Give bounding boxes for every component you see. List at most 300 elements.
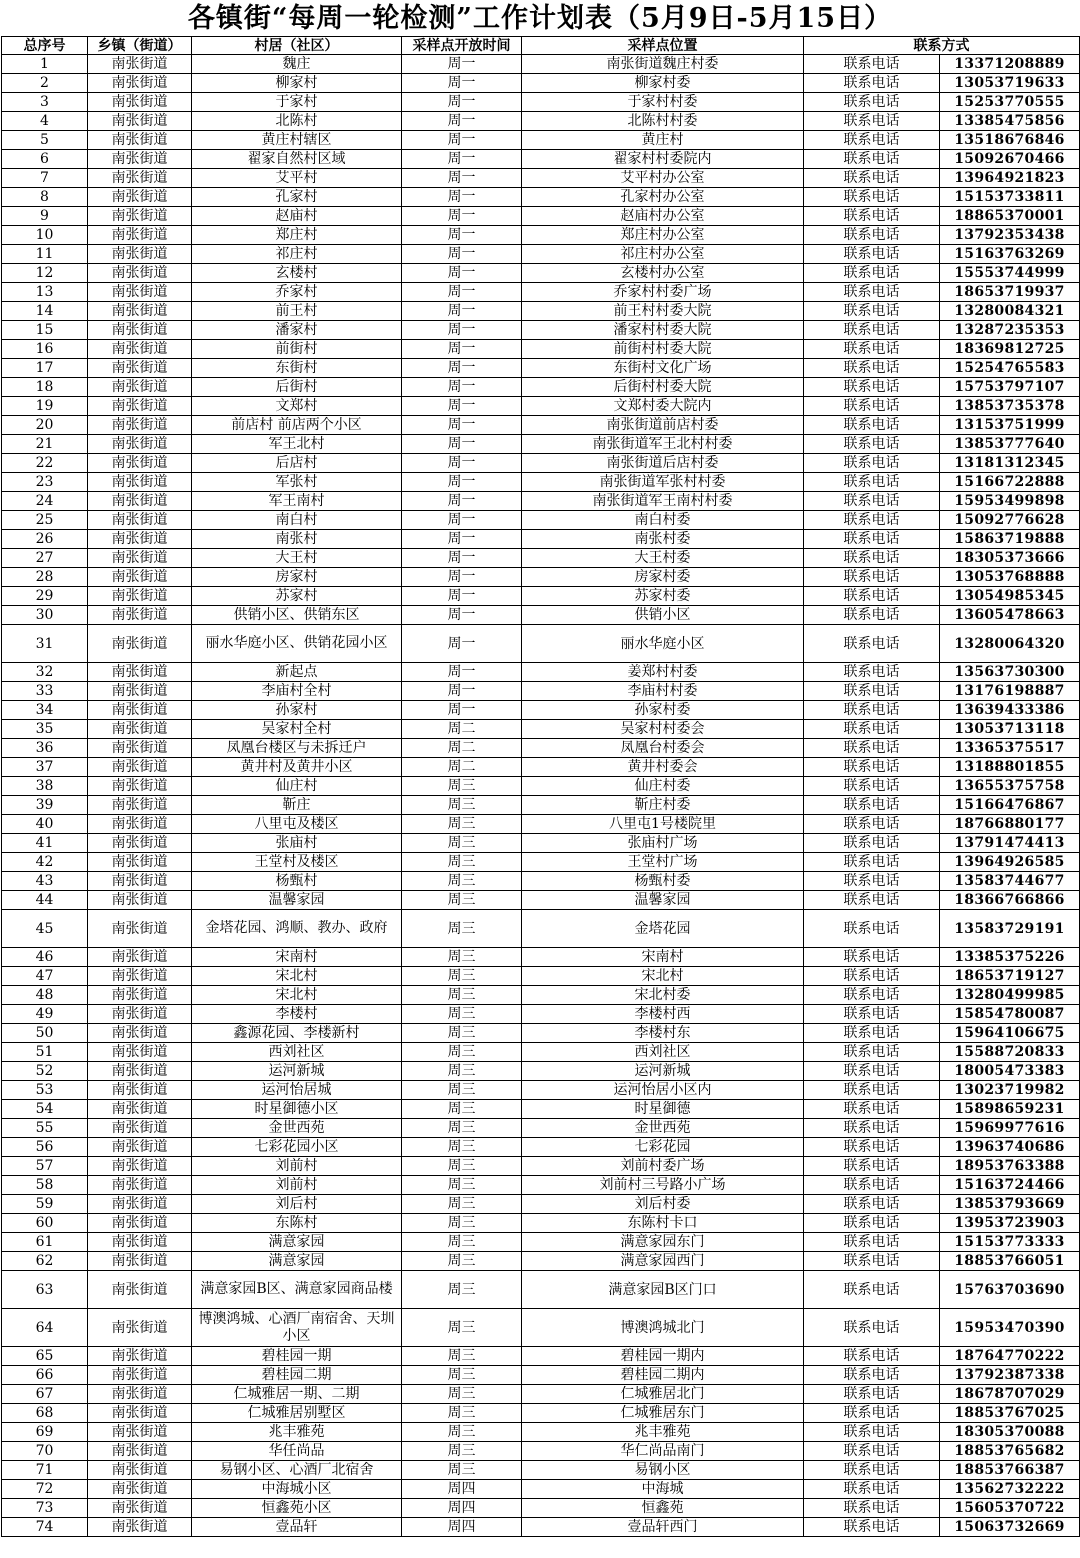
- table-row: [2, 891, 1080, 910]
- table-row: [2, 188, 1080, 207]
- contact-label-cell: 联系电话: [804, 948, 940, 967]
- open-time-cell: 周三: [402, 1271, 522, 1309]
- row-number: 34: [2, 701, 88, 720]
- table-row: [2, 264, 1080, 283]
- contact-label-cell: 联系电话: [804, 1157, 940, 1176]
- table-row: [2, 55, 1080, 74]
- village-cell: 大王村: [192, 549, 402, 568]
- phone-cell: 18305370088: [940, 1423, 1080, 1442]
- table-row: [2, 682, 1080, 701]
- town-cell: 南张街道: [88, 815, 192, 834]
- row-number: 15: [2, 321, 88, 340]
- contact-label-cell: 联系电话: [804, 454, 940, 473]
- town-cell: 南张街道: [88, 739, 192, 758]
- village-cell: 靳庄: [192, 796, 402, 815]
- table-row: [2, 150, 1080, 169]
- open-time-cell: 周一: [402, 321, 522, 340]
- open-time-cell: 周一: [402, 283, 522, 302]
- table-row: [2, 549, 1080, 568]
- row-number: 62: [2, 1252, 88, 1271]
- phone-cell: 13518676846: [940, 131, 1080, 150]
- location-cell: 南张街道军王北村村委: [522, 435, 804, 454]
- row-number: 45: [2, 910, 88, 948]
- row-number: 12: [2, 264, 88, 283]
- town-cell: 南张街道: [88, 1214, 192, 1233]
- location-cell: 中海城: [522, 1480, 804, 1499]
- open-time-cell: 周三: [402, 1423, 522, 1442]
- open-time-cell: 周一: [402, 169, 522, 188]
- location-cell: 祁庄村办公室: [522, 245, 804, 264]
- phone-cell: 13792353438: [940, 226, 1080, 245]
- village-cell: 八里屯及楼区: [192, 815, 402, 834]
- row-number: 66: [2, 1366, 88, 1385]
- row-number: 3: [2, 93, 88, 112]
- village-cell: 南张村: [192, 530, 402, 549]
- phone-cell: 15898659231: [940, 1100, 1080, 1119]
- town-cell: 南张街道: [88, 1480, 192, 1499]
- row-number: 69: [2, 1423, 88, 1442]
- contact-label-cell: 联系电话: [804, 1005, 940, 1024]
- table-row: [2, 1043, 1080, 1062]
- contact-label-cell: 联系电话: [804, 131, 940, 150]
- location-cell: 恒鑫苑: [522, 1499, 804, 1518]
- location-cell: 南张街道魏庄村委: [522, 55, 804, 74]
- contact-label-cell: 联系电话: [804, 777, 940, 796]
- table-row: [2, 1423, 1080, 1442]
- town-cell: 南张街道: [88, 131, 192, 150]
- row-number: 6: [2, 150, 88, 169]
- phone-cell: 15553744999: [940, 264, 1080, 283]
- town-cell: 南张街道: [88, 321, 192, 340]
- town-cell: 南张街道: [88, 1119, 192, 1138]
- town-cell: 南张街道: [88, 1157, 192, 1176]
- village-cell: 满意家园: [192, 1252, 402, 1271]
- village-cell: 仁城雅居别墅区: [192, 1404, 402, 1423]
- location-cell: 金世西苑: [522, 1119, 804, 1138]
- village-cell: 宋北村: [192, 967, 402, 986]
- town-cell: 南张街道: [88, 1347, 192, 1366]
- open-time-cell: 周三: [402, 1024, 522, 1043]
- row-number: 29: [2, 587, 88, 606]
- open-time-cell: 周三: [402, 1214, 522, 1233]
- contact-label-cell: 联系电话: [804, 1214, 940, 1233]
- location-cell: 宋北村: [522, 967, 804, 986]
- table-row: [2, 606, 1080, 625]
- contact-label-cell: 联系电话: [804, 245, 940, 264]
- phone-cell: 13287235353: [940, 321, 1080, 340]
- town-cell: 南张街道: [88, 701, 192, 720]
- phone-cell: 15953470390: [940, 1309, 1080, 1347]
- open-time-cell: 周三: [402, 834, 522, 853]
- contact-label-cell: 联系电话: [804, 397, 940, 416]
- open-time-cell: 周一: [402, 473, 522, 492]
- row-number: 18: [2, 378, 88, 397]
- village-cell: 新起点: [192, 663, 402, 682]
- village-cell: 东街村: [192, 359, 402, 378]
- table-row: [2, 1309, 1080, 1347]
- contact-label-cell: 联系电话: [804, 853, 940, 872]
- location-cell: 宋北村委: [522, 986, 804, 1005]
- contact-label-cell: 联系电话: [804, 1062, 940, 1081]
- town-cell: 南张街道: [88, 1366, 192, 1385]
- row-number: 8: [2, 188, 88, 207]
- village-cell: 南白村: [192, 511, 402, 530]
- phone-cell: 15588720833: [940, 1043, 1080, 1062]
- row-number: 22: [2, 454, 88, 473]
- village-cell: 孙家村: [192, 701, 402, 720]
- town-cell: 南张街道: [88, 150, 192, 169]
- location-cell: 艾平村办公室: [522, 169, 804, 188]
- contact-label-cell: 联系电话: [804, 1252, 940, 1271]
- phone-cell: 13181312345: [940, 454, 1080, 473]
- contact-label-cell: 联系电话: [804, 739, 940, 758]
- phone-cell: 15254765583: [940, 359, 1080, 378]
- town-cell: 南张街道: [88, 587, 192, 606]
- village-cell: 刘前村: [192, 1157, 402, 1176]
- table-row: [2, 454, 1080, 473]
- phone-cell: 13583744677: [940, 872, 1080, 891]
- location-cell: 李楼村东: [522, 1024, 804, 1043]
- contact-label-cell: 联系电话: [804, 1499, 940, 1518]
- open-time-cell: 周一: [402, 302, 522, 321]
- table-row: [2, 834, 1080, 853]
- phone-cell: 13583729191: [940, 910, 1080, 948]
- row-number: 30: [2, 606, 88, 625]
- header-contact: 联系方式: [804, 37, 1080, 55]
- table-row: [2, 967, 1080, 986]
- row-number: 27: [2, 549, 88, 568]
- phone-cell: 15166476867: [940, 796, 1080, 815]
- table-row: [2, 1005, 1080, 1024]
- phone-cell: 13371208889: [940, 55, 1080, 74]
- village-cell: 玄楼村: [192, 264, 402, 283]
- open-time-cell: 周四: [402, 1518, 522, 1537]
- town-cell: 南张街道: [88, 1138, 192, 1157]
- contact-label-cell: 联系电话: [804, 1271, 940, 1309]
- town-cell: 南张街道: [88, 606, 192, 625]
- contact-label-cell: 联系电话: [804, 150, 940, 169]
- village-cell: 华任尚品: [192, 1442, 402, 1461]
- table-row: [2, 1480, 1080, 1499]
- town-cell: 南张街道: [88, 872, 192, 891]
- location-cell: 东陈村卡口: [522, 1214, 804, 1233]
- table-row: [2, 226, 1080, 245]
- open-time-cell: 周二: [402, 720, 522, 739]
- table-row: [2, 340, 1080, 359]
- location-cell: 玄楼村办公室: [522, 264, 804, 283]
- town-cell: 南张街道: [88, 568, 192, 587]
- table-row: [2, 587, 1080, 606]
- row-number: 19: [2, 397, 88, 416]
- contact-label-cell: 联系电话: [804, 416, 940, 435]
- town-cell: 南张街道: [88, 1518, 192, 1537]
- village-cell: 时星御德小区: [192, 1100, 402, 1119]
- town-cell: 南张街道: [88, 1271, 192, 1309]
- row-number: 1: [2, 55, 88, 74]
- contact-label-cell: 联系电话: [804, 302, 940, 321]
- phone-cell: 13964921823: [940, 169, 1080, 188]
- open-time-cell: 周三: [402, 1309, 522, 1347]
- village-cell: 运河新城: [192, 1062, 402, 1081]
- contact-label-cell: 联系电话: [804, 1119, 940, 1138]
- town-cell: 南张街道: [88, 1062, 192, 1081]
- table-row: [2, 169, 1080, 188]
- row-number: 54: [2, 1100, 88, 1119]
- contact-label-cell: 联系电话: [804, 1442, 940, 1461]
- village-cell: 黄庄村辖区: [192, 131, 402, 150]
- location-cell: 刘前村委广场: [522, 1157, 804, 1176]
- village-cell: 刘前村: [192, 1176, 402, 1195]
- location-cell: 南张街道军张村村委: [522, 473, 804, 492]
- open-time-cell: 周三: [402, 1062, 522, 1081]
- village-cell: 北陈村: [192, 112, 402, 131]
- row-number: 42: [2, 853, 88, 872]
- phone-cell: 18853765682: [940, 1442, 1080, 1461]
- table-row: [2, 245, 1080, 264]
- location-cell: 靳庄村委: [522, 796, 804, 815]
- row-number: 67: [2, 1385, 88, 1404]
- village-cell: 宋北村: [192, 986, 402, 1005]
- row-number: 38: [2, 777, 88, 796]
- phone-cell: 18678707029: [940, 1385, 1080, 1404]
- contact-label-cell: 联系电话: [804, 188, 940, 207]
- open-time-cell: 周一: [402, 454, 522, 473]
- phone-cell: 13605478663: [940, 606, 1080, 625]
- phone-cell: 15153733811: [940, 188, 1080, 207]
- phone-cell: 18305373666: [940, 549, 1080, 568]
- open-time-cell: 周三: [402, 1005, 522, 1024]
- table-row: [2, 739, 1080, 758]
- open-time-cell: 周一: [402, 435, 522, 454]
- town-cell: 南张街道: [88, 796, 192, 815]
- town-cell: 南张街道: [88, 530, 192, 549]
- open-time-cell: 周一: [402, 701, 522, 720]
- contact-label-cell: 联系电话: [804, 1518, 940, 1537]
- location-cell: 仙庄村委: [522, 777, 804, 796]
- row-number: 59: [2, 1195, 88, 1214]
- row-number: 65: [2, 1347, 88, 1366]
- location-cell: 杨甄村委: [522, 872, 804, 891]
- row-number: 57: [2, 1157, 88, 1176]
- village-cell: 孔家村: [192, 188, 402, 207]
- table-row: [2, 777, 1080, 796]
- location-cell: 南张街道前店村委: [522, 416, 804, 435]
- open-time-cell: 周三: [402, 1138, 522, 1157]
- phone-cell: 15063732669: [940, 1518, 1080, 1537]
- open-time-cell: 周三: [402, 1252, 522, 1271]
- town-cell: 南张街道: [88, 1461, 192, 1480]
- contact-label-cell: 联系电话: [804, 1176, 940, 1195]
- town-cell: 南张街道: [88, 454, 192, 473]
- phone-cell: 13853793669: [940, 1195, 1080, 1214]
- location-cell: 孙家村委: [522, 701, 804, 720]
- contact-label-cell: 联系电话: [804, 74, 940, 93]
- row-number: 55: [2, 1119, 88, 1138]
- row-number: 9: [2, 207, 88, 226]
- row-number: 63: [2, 1271, 88, 1309]
- row-number: 32: [2, 663, 88, 682]
- contact-label-cell: 联系电话: [804, 93, 940, 112]
- location-cell: 宋南村: [522, 948, 804, 967]
- phone-cell: 13953723903: [940, 1214, 1080, 1233]
- location-cell: 后街村村委大院: [522, 378, 804, 397]
- open-time-cell: 周一: [402, 549, 522, 568]
- table-row: [2, 1271, 1080, 1309]
- row-number: 28: [2, 568, 88, 587]
- table-row: [2, 910, 1080, 948]
- row-number: 13: [2, 283, 88, 302]
- phone-cell: 15605370722: [940, 1499, 1080, 1518]
- table-row: [2, 625, 1080, 663]
- open-time-cell: 周一: [402, 264, 522, 283]
- open-time-cell: 周三: [402, 796, 522, 815]
- row-number: 60: [2, 1214, 88, 1233]
- phone-cell: 15153773333: [940, 1233, 1080, 1252]
- row-number: 43: [2, 872, 88, 891]
- contact-label-cell: 联系电话: [804, 378, 940, 397]
- town-cell: 南张街道: [88, 1233, 192, 1252]
- phone-cell: 13188801855: [940, 758, 1080, 777]
- town-cell: 南张街道: [88, 1176, 192, 1195]
- location-cell: 仁城雅居北门: [522, 1385, 804, 1404]
- village-cell: 仙庄村: [192, 777, 402, 796]
- open-time-cell: 周一: [402, 226, 522, 245]
- location-cell: 温馨家园: [522, 891, 804, 910]
- village-cell: 满意家园B区、满意家园商品楼: [192, 1271, 402, 1309]
- village-cell: 王堂村及楼区: [192, 853, 402, 872]
- contact-label-cell: 联系电话: [804, 1309, 940, 1347]
- table-row: [2, 1062, 1080, 1081]
- village-cell: 壹品轩: [192, 1518, 402, 1537]
- town-cell: 南张街道: [88, 169, 192, 188]
- village-cell: 苏家村: [192, 587, 402, 606]
- phone-cell: 13023719982: [940, 1081, 1080, 1100]
- town-cell: 南张街道: [88, 1081, 192, 1100]
- row-number: 5: [2, 131, 88, 150]
- table-row: [2, 1138, 1080, 1157]
- town-cell: 南张街道: [88, 1385, 192, 1404]
- contact-label-cell: 联系电话: [804, 530, 940, 549]
- table-row: [2, 302, 1080, 321]
- open-time-cell: 周三: [402, 1442, 522, 1461]
- contact-label-cell: 联系电话: [804, 625, 940, 663]
- header-time: 采样点开放时间: [402, 37, 522, 55]
- table-row: [2, 1461, 1080, 1480]
- location-cell: 丽水华庭小区: [522, 625, 804, 663]
- village-cell: 祁庄村: [192, 245, 402, 264]
- open-time-cell: 周二: [402, 758, 522, 777]
- village-cell: 文郑村: [192, 397, 402, 416]
- table-row: [2, 131, 1080, 150]
- row-number: 24: [2, 492, 88, 511]
- contact-label-cell: 联系电话: [804, 1081, 940, 1100]
- table-row: [2, 853, 1080, 872]
- town-cell: 南张街道: [88, 264, 192, 283]
- town-cell: 南张街道: [88, 1442, 192, 1461]
- open-time-cell: 周三: [402, 853, 522, 872]
- phone-cell: 18853766051: [940, 1252, 1080, 1271]
- village-cell: 李庙村全村: [192, 682, 402, 701]
- location-cell: 张庙村广场: [522, 834, 804, 853]
- row-number: 4: [2, 112, 88, 131]
- phone-cell: 13153751999: [940, 416, 1080, 435]
- contact-label-cell: 联系电话: [804, 1347, 940, 1366]
- table-row: [2, 1195, 1080, 1214]
- open-time-cell: 周三: [402, 1081, 522, 1100]
- town-cell: 南张街道: [88, 891, 192, 910]
- contact-label-cell: 联系电话: [804, 568, 940, 587]
- village-cell: 翟家自然村区域: [192, 150, 402, 169]
- town-cell: 南张街道: [88, 682, 192, 701]
- town-cell: 南张街道: [88, 492, 192, 511]
- town-cell: 南张街道: [88, 986, 192, 1005]
- table-row: [2, 359, 1080, 378]
- contact-label-cell: 联系电话: [804, 1233, 940, 1252]
- table-row: [2, 1499, 1080, 1518]
- row-number: 49: [2, 1005, 88, 1024]
- table-row: [2, 492, 1080, 511]
- open-time-cell: 周一: [402, 150, 522, 169]
- table-row: [2, 473, 1080, 492]
- location-cell: 潘家村村委大院: [522, 321, 804, 340]
- town-cell: 南张街道: [88, 416, 192, 435]
- row-number: 47: [2, 967, 88, 986]
- town-cell: 南张街道: [88, 948, 192, 967]
- phone-cell: 13280499985: [940, 986, 1080, 1005]
- contact-label-cell: 联系电话: [804, 207, 940, 226]
- row-number: 7: [2, 169, 88, 188]
- table-row: [2, 872, 1080, 891]
- row-number: 25: [2, 511, 88, 530]
- phone-cell: 13280064320: [940, 625, 1080, 663]
- location-cell: 文郑村委大院内: [522, 397, 804, 416]
- town-cell: 南张街道: [88, 1043, 192, 1062]
- village-cell: 乔家村: [192, 283, 402, 302]
- village-cell: 前王村: [192, 302, 402, 321]
- village-cell: 七彩花园小区: [192, 1138, 402, 1157]
- open-time-cell: 周三: [402, 1404, 522, 1423]
- contact-label-cell: 联系电话: [804, 340, 940, 359]
- village-cell: 郑庄村: [192, 226, 402, 245]
- contact-label-cell: 联系电话: [804, 1385, 940, 1404]
- table-row: [2, 511, 1080, 530]
- open-time-cell: 周一: [402, 530, 522, 549]
- phone-cell: 13562732222: [940, 1480, 1080, 1499]
- phone-cell: 18653719937: [940, 283, 1080, 302]
- phone-cell: 15863719888: [940, 530, 1080, 549]
- location-cell: 壹品轩西门: [522, 1518, 804, 1537]
- phone-cell: 18853767025: [940, 1404, 1080, 1423]
- open-time-cell: 周三: [402, 891, 522, 910]
- table-row: [2, 397, 1080, 416]
- open-time-cell: 周一: [402, 112, 522, 131]
- phone-cell: 15163724466: [940, 1176, 1080, 1195]
- open-time-cell: 周三: [402, 1100, 522, 1119]
- open-time-cell: 周一: [402, 663, 522, 682]
- town-cell: 南张街道: [88, 435, 192, 454]
- open-time-cell: 周三: [402, 815, 522, 834]
- village-cell: 满意家园: [192, 1233, 402, 1252]
- table-row: [2, 1214, 1080, 1233]
- row-number: 68: [2, 1404, 88, 1423]
- row-number: 73: [2, 1499, 88, 1518]
- location-cell: 金塔花园: [522, 910, 804, 948]
- phone-cell: 13791474413: [940, 834, 1080, 853]
- table-row: [2, 815, 1080, 834]
- contact-label-cell: 联系电话: [804, 682, 940, 701]
- phone-cell: 15763703690: [940, 1271, 1080, 1309]
- location-cell: 柳家村委: [522, 74, 804, 93]
